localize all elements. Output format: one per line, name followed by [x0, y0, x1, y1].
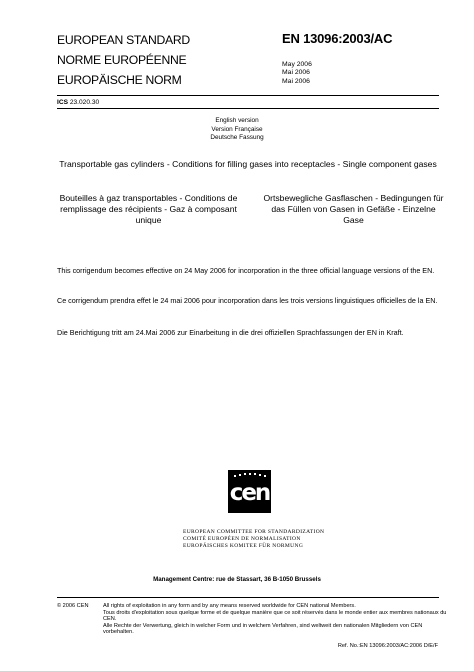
committee-name-en: EUROPEAN COMMITTEE FOR STANDARDIZATION: [183, 529, 325, 535]
standard-type-de: EUROPÄISCHE NORM: [57, 73, 182, 87]
title-english: Transportable gas cylinders - Conditions for filling gases into receptacles - Single component gases: [59, 159, 437, 169]
standard-type-fr: NORME EUROPÉENNE: [57, 53, 187, 67]
title-french: Bouteilles à gaz transportables - Conditions de remplissage des récipients - Gaz à composant unique: [59, 193, 238, 225]
corrigendum-paragraph-fr: Ce corrigendum prendra effet le 24 mai 2006 pour incorporation dans les trois versions linguistiques officielles de la EN.: [57, 296, 438, 305]
ics-label: ICS: [57, 99, 68, 106]
corrigendum-paragraph-en: This corrigendum becomes effective on 24 May 2006 for incorporation in the three official language versions of the EN.: [57, 266, 435, 275]
copyright-text: [103, 603, 448, 636]
ics-code: [57, 99, 99, 106]
version-de: Deutsche Fassung: [210, 134, 264, 142]
copyright-line-fr: Tous droits d'exploitation sous quelque forme et de quelque manière que ce soit réservés dans le monde entier aux membres nationaux du CEN.: [103, 609, 447, 622]
ics-rule: [57, 108, 439, 109]
date-en: May 2006: [282, 61, 312, 68]
footer-rule: [57, 597, 439, 598]
standard-type-block: [57, 30, 190, 90]
cen-logo: [228, 470, 271, 513]
standard-number: EN 13096:2003/AC: [282, 31, 393, 46]
date-fr: Mai 2006: [282, 69, 310, 77]
management-centre: Management Centre: rue de Stassart, 36 B-1050 Brussels: [153, 576, 321, 583]
title-german: Ortsbewegliche Gasflaschen - Bedingungen für das Füllen von Gasen in Gefäße - Einzelne Gase: [263, 193, 444, 225]
date-de: Mai 2006: [282, 77, 310, 85]
copyright-label: © 2006 CEN: [57, 603, 89, 609]
copyright-line-de: Alle Rechte der Verwertung, gleich in welcher Form und in welchem Verfahren, sind weltweit den nationalen Mitgliedern von CEN vorbehalten.: [103, 622, 423, 635]
cen-logo-stars-icon: [228, 470, 271, 513]
version-en: English version: [215, 117, 259, 124]
header-rule: [57, 95, 439, 96]
committee-names: [183, 529, 324, 551]
ics-value: 23.020.30: [69, 99, 100, 106]
language-versions: [0, 117, 474, 143]
copyright-line-en: All rights of exploitation in any form and by any means reserved worldwide for CEN national Members.: [103, 603, 356, 609]
committee-name-fr: COMITÉ EUROPÉEN DE NORMALISATION: [183, 536, 301, 543]
cen-logo-text: cen: [229, 480, 270, 506]
version-fr: Version Française: [211, 125, 263, 133]
committee-name-de: EUROPÄISCHES KOMITEE FÜR NORMUNG: [183, 543, 304, 550]
corrigendum-paragraph-de: Die Berichtigung tritt am 24.Mai 2006 zur Einarbeitung in die drei offiziellen Sprachfassungen der EN in Kraft.: [57, 328, 404, 337]
publication-dates: [282, 61, 312, 86]
reference-number: Ref. No.:EN 13096:2003/AC:2006 D/E/F: [337, 643, 438, 649]
standard-type-en: EUROPEAN STANDARD: [57, 33, 190, 47]
